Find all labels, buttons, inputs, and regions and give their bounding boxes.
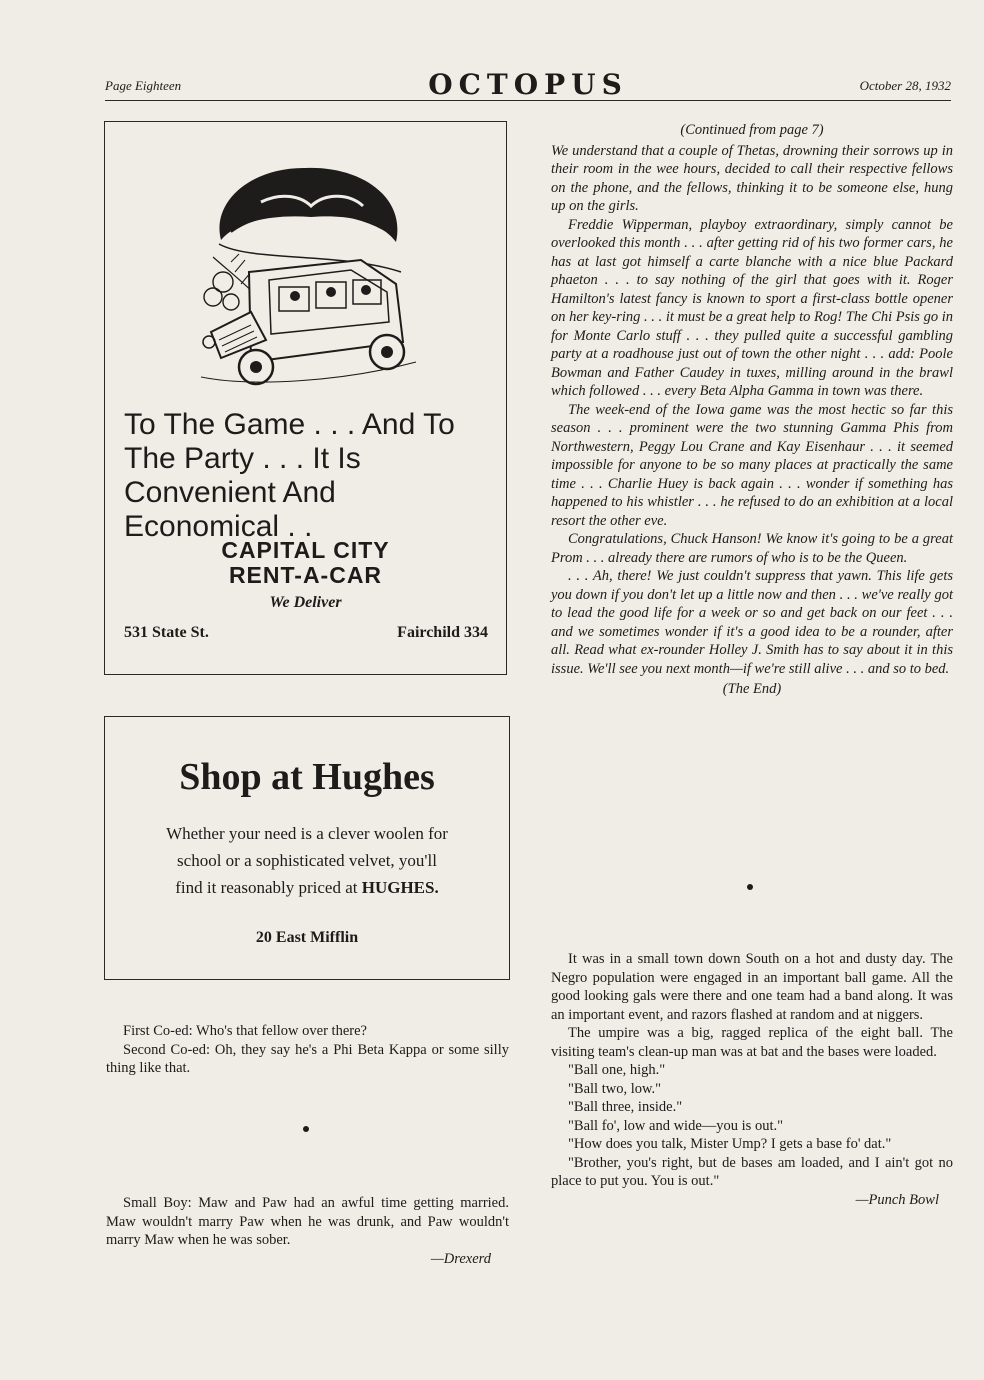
gossip-paragraph: Freddie Wipperman, playboy extraordinary, simply cannot be overlooked this month . . . after getting rid of his two former cars, he has at last got himself a carte blanche with a nice blue Packard phaeton . . . to say nothing of the girl that goes with it. Roger Hamilton's latest fancy is known to sport a first-class bottle opener on her key-ring . . . it must be a great help to Rog! The Chi Psis go in for Monte Carlo stuff . . . they pulled quite a successful gambling party at a roadhouse just out of town the other night . . . add: Poole Bowman and Father Caudey in tuxes, milling around in the brawl which followed . . . every Beta Alpha Gamma in town was there. [551,216,953,399]
joke-paragraph: "Brother, you's right, but de bases am loaded, and I ain't got no place to put you. You is out." [551,1154,953,1189]
ad-tagline: We Deliver [269,594,342,611]
joke-line: First Co-ed: Who's that fellow over there? [123,1023,367,1039]
business-name-line1: CAPITAL CITY [221,537,390,563]
joke-credit: —Drexerd [430,1250,491,1267]
joke-paragraph: "Ball one, high." [568,1062,666,1078]
issue-date: October 28, 1932 [859,78,951,93]
joke-paragraph: It was in a small town down South on a hot and dusty day. The Negro population were engaged in an important ball game. All the good looking gals were there and one team had a band along. It was an important event, and razors flashed at random and at niggers. [551,951,953,1023]
gossip-paragraph: Congratulations, Chuck Hanson! We know it's going to be a great Prom . . . already there are rumors of who is to be the Queen. [551,531,953,566]
joke-paragraph: "Ball three, inside." [568,1099,683,1115]
separator-dot [747,884,753,890]
joke-paragraph: "How does you talk, Mister Ump? I gets a base fo' dat." [568,1136,892,1152]
continued-note: (Continued from page 7) [680,122,824,138]
joke-line: Second Co-ed: Oh, they say he's a Phi Beta Kappa or some silly thing like that. [106,1041,509,1076]
gossip-paragraph: The week-end of the Iowa game was the most hectic so far this season . . . prominent were the two stunning Gamma Phis from Northwestern, Peggy Lou Crane and Kay Eisenhaur . . . it seemed impossible for anyone to be so many places at practically the same time . . . Charlie Huey is back again . . . wonder if something has happened to his whistler . . . he refused to do an exhibition at a local resort the other eve. [551,401,953,529]
joke-text: Small Boy: Maw and Paw had an awful time getting married. Maw wouldn't marry Paw when he was drunk, and Paw wouldn't marry Maw when he was sober. [106,1195,509,1248]
ad-body-line: Whether your need is a clever woolen for [166,824,448,843]
joke-paragraph: "Ball fo', low and wide—you is out." [568,1117,784,1134]
ad-body-line [121,874,493,901]
coed-joke [106,1022,509,1078]
gossip-column [551,121,953,699]
smallboy-joke [106,1194,509,1268]
car-illustration [191,162,421,387]
ad-body-text: find it reasonably priced at [175,878,362,897]
hughes-advertisement [104,716,510,980]
joke-credit: —Punch Bowl [855,1191,939,1208]
page-header [105,70,951,101]
business-name-line2: RENT-A-CAR [228,562,383,588]
joke-paragraph: The umpire was a big, ragged replica of the eight ball. The visiting team's clean-up man was at bat and the bases were loaded. [551,1025,953,1060]
business-name [105,538,506,588]
rentacar-advertisement [104,121,507,675]
ad-location: 20 East Mifflin [255,929,359,946]
ad-address: 531 State St. [124,624,209,641]
ad-title: Shop at Hughes [179,756,435,798]
ad-headline: To The Game . . . And To The Party . . . It Is Convenient And Economical . . [124,408,455,543]
end-note: (The End) [722,681,782,697]
gossip-paragraph: We understand that a couple of Thetas, drowning their sorrows up in their room in the wee hours, decided to call their respective fellows on the phone, and the fellows, thinking it to be someone else, hung up on the girls. [551,142,953,214]
ad-phone: Fairchild 334 [397,624,488,641]
masthead-title: OCTOPUS [428,68,628,101]
joke-paragraph: "Ball two, low." [568,1080,662,1097]
ad-body-line: school or a sophisticated velvet, you'll [177,851,437,870]
separator-dot [303,1126,309,1132]
gossip-paragraph: . . . Ah, there! We just couldn't suppress that yawn. This life gets you down if you don't let up a little now and then . . . we've really got to lead the good life for a week or so and get back on our feet . . . and we sometimes wonder if it's a good idea to be a rounder, after all. Read what ex-rounder Holley J. Smith has to say about it in this issue. We'll see you next month—if we're still alive . . . and so to bed. [551,568,953,677]
umpire-joke [551,950,953,1209]
ad-body [121,820,493,901]
ad-store-name: HUGHES. [361,878,439,897]
page-number: Page Eighteen [105,78,182,93]
